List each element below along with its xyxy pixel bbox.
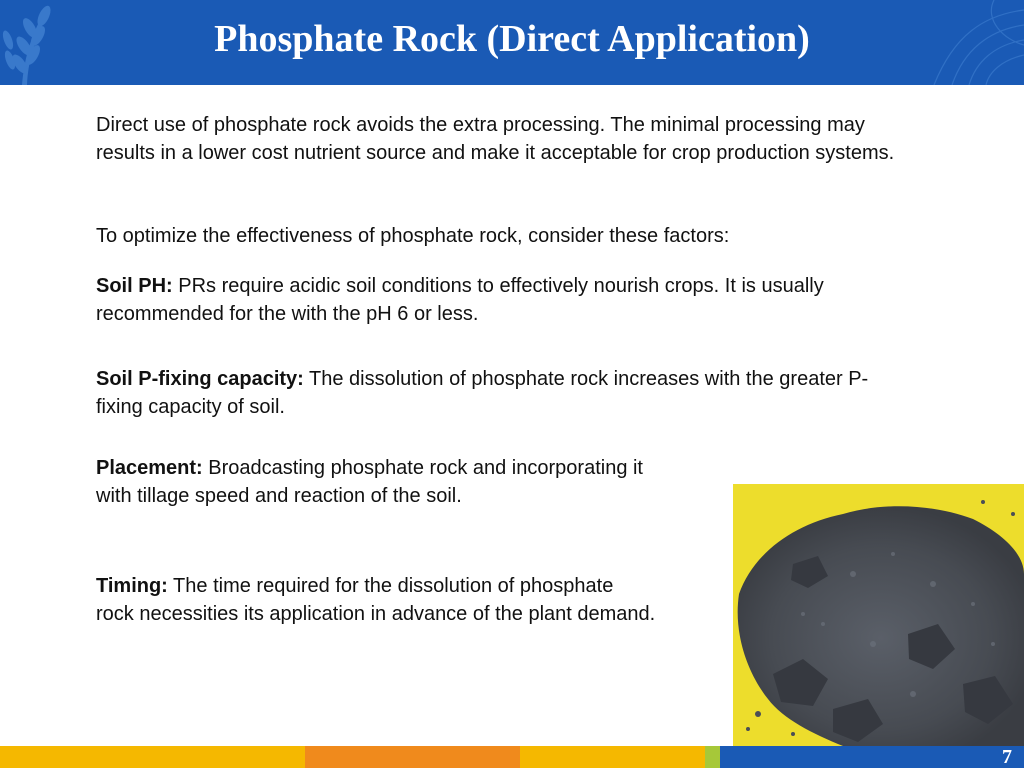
phosphate-rock-photo bbox=[733, 484, 1024, 746]
factor-label: Soil P-fixing capacity: bbox=[96, 368, 304, 390]
footer-segment bbox=[520, 746, 705, 768]
factors-lead: To optimize the effectiveness of phosphate rock, consider these factors: bbox=[96, 225, 730, 247]
footer-segment bbox=[720, 746, 1024, 768]
factor-placement bbox=[96, 454, 666, 510]
factor-text: PRs require acidic soil conditions to effectively nourish crops. It is usually recommended for the with the pH 6 or less. bbox=[96, 275, 824, 325]
slide-header bbox=[0, 0, 1024, 85]
footer-segment bbox=[305, 746, 520, 768]
footer-segment bbox=[0, 746, 305, 768]
footer-bar bbox=[0, 746, 1024, 768]
page-title: Phosphate Rock (Direct Application) bbox=[214, 18, 810, 60]
factor-timing bbox=[96, 572, 656, 628]
factor-text: The time required for the dissolution of phosphate rock necessities its application in advance of the plant demand. bbox=[96, 575, 656, 625]
factor-p-fixing bbox=[96, 365, 896, 421]
slide-number: 7 bbox=[1002, 746, 1012, 768]
factor-label: Placement: bbox=[96, 457, 203, 479]
factor-text: The dissolution of phosphate rock increases with the greater P-fixing capacity of soil. bbox=[96, 368, 869, 418]
intro-paragraph: Direct use of phosphate rock avoids the extra processing. The minimal processing may results in a lower cost nutrient source and make it acceptable for crop production systems. bbox=[96, 114, 895, 164]
footer-segment bbox=[705, 746, 720, 768]
factor-text: Broadcasting phosphate rock and incorporating it with tillage speed and reaction of the soil. bbox=[96, 457, 643, 507]
factor-soil-ph bbox=[96, 272, 906, 328]
factor-label: Timing: bbox=[96, 575, 168, 597]
factor-label: Soil PH: bbox=[96, 275, 173, 297]
